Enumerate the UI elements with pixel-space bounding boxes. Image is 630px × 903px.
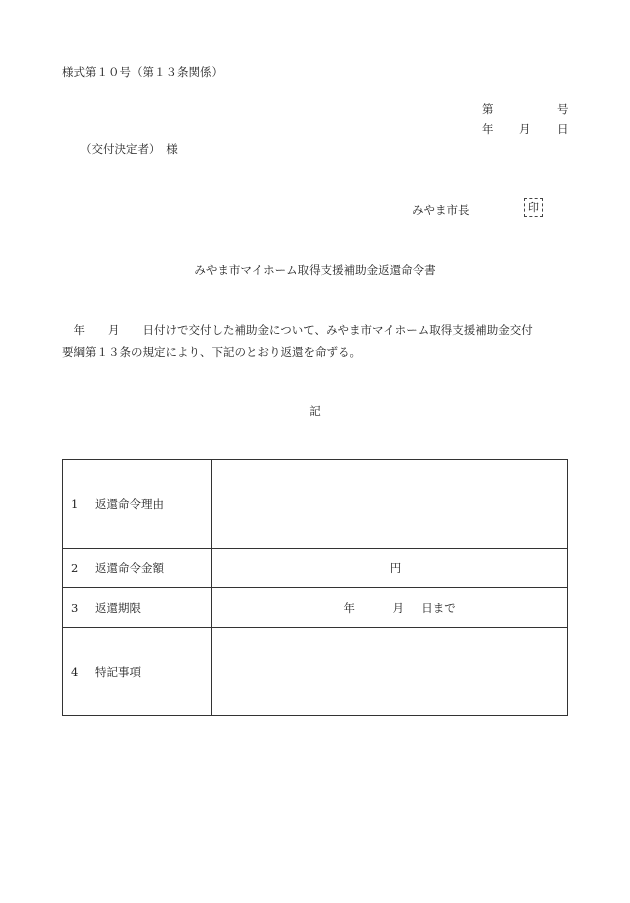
row-label-cell bbox=[63, 460, 212, 549]
row-number: 2 bbox=[71, 561, 79, 575]
row-label-cell bbox=[63, 549, 212, 588]
issuer: みやま市長 bbox=[412, 203, 470, 217]
deadline-field[interactable] bbox=[212, 588, 568, 628]
special-notes-field[interactable] bbox=[212, 628, 568, 716]
document-title: みやま市マイホーム取得支援補助金返還命令書 bbox=[194, 263, 436, 277]
document-number-prefix: 第 bbox=[482, 102, 494, 116]
row-label-cell bbox=[63, 628, 212, 716]
row-label: 返還期限 bbox=[95, 600, 141, 615]
row-number: 3 bbox=[71, 600, 79, 615]
reason-field[interactable] bbox=[212, 460, 568, 549]
deadline-day: 日まで bbox=[421, 600, 456, 615]
seal-stamp: 印 bbox=[524, 198, 543, 217]
document-number-suffix: 号 bbox=[557, 102, 569, 116]
date-day-label: 日 bbox=[557, 122, 569, 136]
form-number: 様式第１０号（第１３条関係） bbox=[62, 65, 223, 79]
deadline-month: 月 bbox=[392, 600, 404, 615]
ki-heading: 記 bbox=[309, 404, 321, 418]
yen-unit: 円 bbox=[389, 561, 402, 575]
date-month-label: 月 bbox=[519, 122, 531, 136]
table-row bbox=[63, 549, 568, 588]
row-number: 4 bbox=[71, 664, 79, 679]
row-label: 特記事項 bbox=[95, 664, 141, 679]
details-table bbox=[62, 459, 568, 716]
row-label: 返還命令理由 bbox=[95, 497, 164, 511]
amount-field[interactable] bbox=[212, 549, 568, 588]
deadline-year: 年 bbox=[343, 600, 355, 615]
row-label: 返還命令金額 bbox=[95, 561, 164, 575]
row-number: 1 bbox=[71, 497, 79, 511]
row-label-cell bbox=[63, 588, 212, 628]
table-row bbox=[63, 460, 568, 549]
body-text-line-2: 要綱第１３条の規定により、下記のとおり返還を命ずる。 bbox=[62, 345, 361, 359]
table-row bbox=[63, 628, 568, 716]
recipient: （交付決定者） 様 bbox=[80, 142, 178, 156]
body-text-line-1: 年 月 日付けで交付した補助金について、みやま市マイホーム取得支援補助金交付 bbox=[62, 323, 533, 337]
date-year-label: 年 bbox=[482, 122, 494, 136]
table-row bbox=[63, 588, 568, 628]
